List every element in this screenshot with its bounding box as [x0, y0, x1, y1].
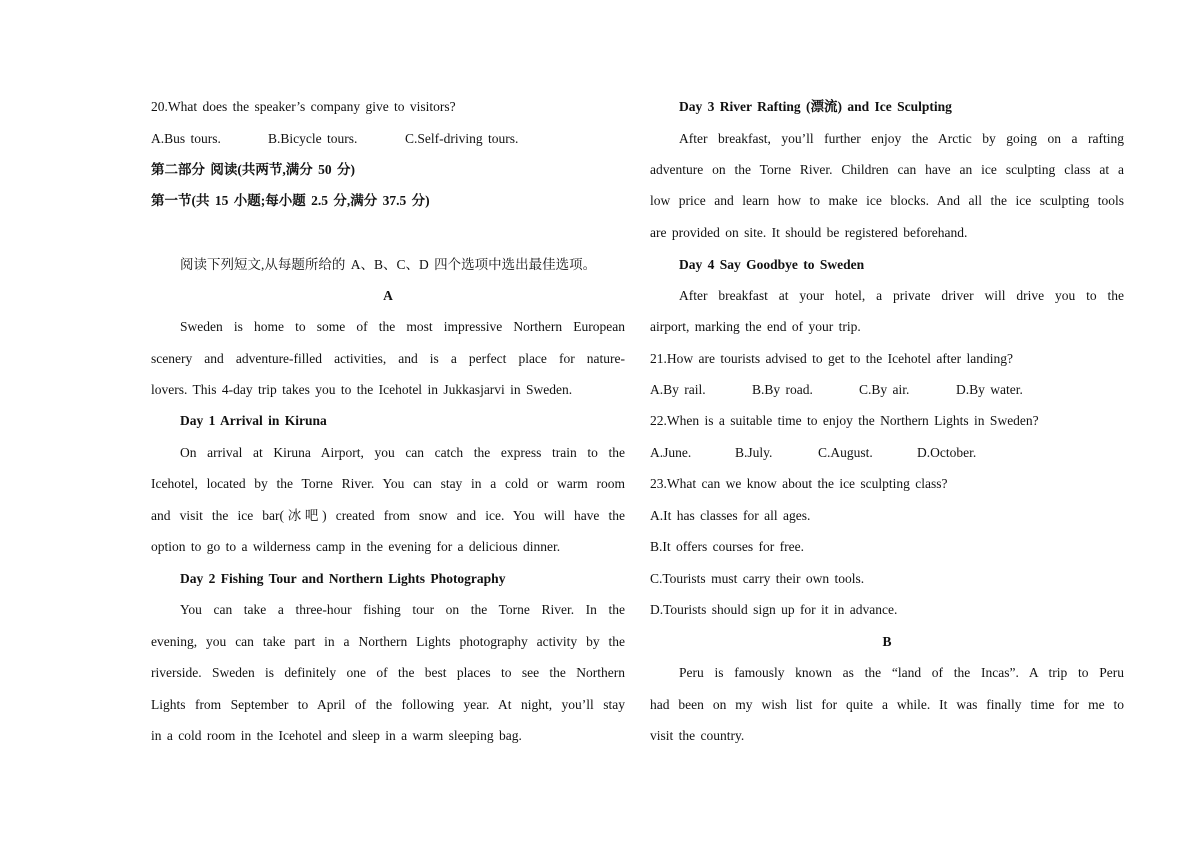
- question-20: 20.What does the speaker’s company give to visitors?: [151, 99, 456, 114]
- option-c: C.Tourists must carry their own tools.: [650, 571, 865, 586]
- day1-heading: Day 1 Arrival in Kiruna: [180, 413, 327, 428]
- passage-line: After breakfast at your hotel, a private driver will drive you to the: [679, 288, 1124, 303]
- passage-line: On arrival at Kiruna Airport, you can catch the express train to the: [180, 445, 625, 460]
- passage-line: visit the country.: [650, 728, 745, 743]
- passage-line: You can take a three-hour fishing tour on the Torne River. In the: [180, 602, 625, 617]
- passage-line: airport, marking the end of your trip.: [650, 319, 861, 334]
- passage-line: Icehotel, located by the Torne River. You can stay in a cold or warm room: [151, 476, 625, 491]
- option-a: A.It has classes for all ages.: [650, 508, 811, 523]
- passage-line: Peru is famously known as the “land of the Incas”. A trip to Peru: [679, 665, 1124, 680]
- passage-line: evening, you can take part in a Northern Lights photography activity by the: [151, 634, 625, 649]
- option-a: A.June.: [650, 445, 692, 460]
- passage-line: riverside. Sweden is definitely one of the best places to see the Northern: [151, 665, 625, 680]
- day2-heading: Day 2 Fishing Tour and Northern Lights Photography: [180, 571, 506, 586]
- part2-heading: 第二部分 阅读(共两节,满分 50 分): [151, 162, 355, 177]
- question-20-options: [151, 130, 625, 148]
- passage-a-label: A: [383, 288, 393, 303]
- option-d: D.October.: [917, 445, 977, 460]
- instructions: 阅读下列短文,从每题所给的 A、B、C、D 四个选项中选出最佳选项。: [180, 257, 597, 272]
- passage-line: had been on my wish list for quite a while. It was finally time for me to: [650, 697, 1124, 712]
- section1-heading: 第一节(共 15 小题;每小题 2.5 分,满分 37.5 分): [151, 193, 430, 208]
- option-a: A.Bus tours.: [151, 131, 221, 146]
- passage-line: Lights from September to April of the following year. At night, you’ll stay: [151, 697, 625, 712]
- passage-line: scenery and adventure-filled activities, and is a perfect place for nature-: [151, 351, 625, 366]
- question-23: 23.What can we know about the ice sculpting class?: [650, 476, 948, 491]
- passage-b-label: B: [882, 634, 892, 649]
- option-c: C.By air.: [859, 382, 910, 397]
- option-a: A.By rail.: [650, 382, 706, 397]
- passage-line: lovers. This 4-day trip takes you to the Icehotel in Jukkasjarvi in Sweden.: [151, 382, 573, 397]
- question-21: 21.How are tourists advised to get to the Icehotel after landing?: [650, 351, 1014, 366]
- passage-line: option to go to a wilderness camp in the evening for a delicious dinner.: [151, 539, 561, 554]
- passage-line: in a cold room in the Icehotel and sleep in a warm sleeping bag.: [151, 728, 522, 743]
- question-21-options: [650, 381, 1124, 399]
- option-d: D.By water.: [956, 382, 1023, 397]
- question-22-options: [650, 444, 1124, 462]
- option-c: C.August.: [818, 445, 873, 460]
- option-b: B.It offers courses for free.: [650, 539, 804, 554]
- day4-heading: Day 4 Say Goodbye to Sweden: [679, 257, 865, 272]
- passage-line: After breakfast, you’ll further enjoy the Arctic by going on a rafting: [679, 131, 1124, 146]
- passage-line: low price and learn how to make ice blocks. And all the ice sculpting tools: [650, 193, 1124, 208]
- option-b: B.By road.: [752, 382, 813, 397]
- passage-line: Sweden is home to some of the most impressive Northern European: [180, 319, 625, 334]
- option-d: D.Tourists should sign up for it in advance.: [650, 602, 898, 617]
- option-b: B.July.: [735, 445, 773, 460]
- question-22: 22.When is a suitable time to enjoy the Northern Lights in Sweden?: [650, 413, 1039, 428]
- option-c: C.Self-driving tours.: [405, 131, 519, 146]
- option-b: B.Bicycle tours.: [268, 131, 358, 146]
- day3-heading: Day 3 River Rafting (漂流) and Ice Sculpting: [679, 99, 952, 114]
- passage-line: and visit the ice bar(冰吧) created from snow and ice. You will have the: [151, 508, 625, 523]
- passage-line: are provided on site. It should be registered beforehand.: [650, 225, 968, 240]
- passage-line: adventure on the Torne River. Children can have an ice sculpting class at a: [650, 162, 1124, 177]
